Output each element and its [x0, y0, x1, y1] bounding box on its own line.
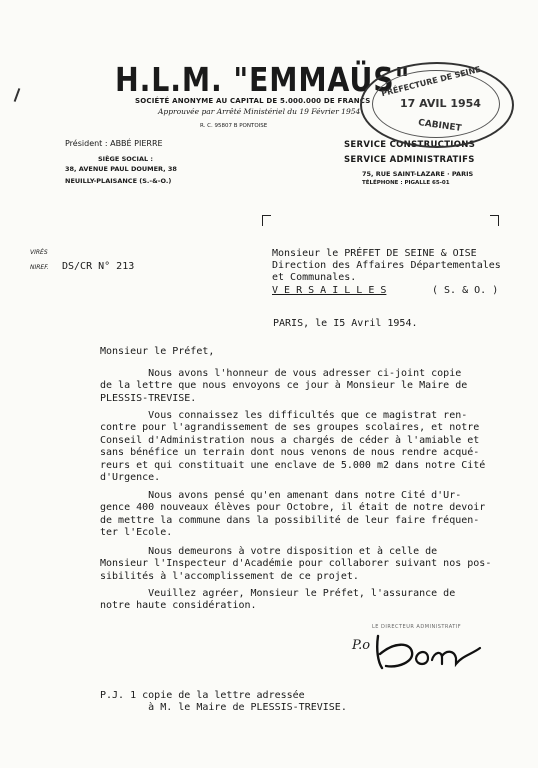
recipient-line-2: Direction des Affaires Départementales: [272, 260, 501, 271]
siege-address: 38, AVENUE PAUL DOUMER, 38: [65, 165, 177, 173]
paragraph-5: [100, 588, 455, 613]
body-line: Nous avons pensé qu'en amenant dans notre Cité d'Ur-: [100, 490, 462, 501]
siege-city: NEUILLY-PLAISANCE (S.-&-O.): [65, 177, 172, 185]
nref-label: NIREF.: [30, 264, 49, 271]
body-line: notre haute considération.: [100, 600, 257, 612]
per-order-mark: P.o: [352, 638, 371, 653]
body-line: d'Urgence.: [100, 472, 161, 484]
body-line: sans bénéfice un terrain dont nous venons de nous rendre acqué-: [100, 447, 480, 459]
enclosure-line-2: à M. le Maire de PLESSIS-TREVISE.: [100, 702, 347, 713]
body-line: de la lettre que nous envoyons ce jour à Monsieur le Maire de: [100, 380, 468, 392]
president-line: Président : ABBÉ PIERRE: [65, 139, 163, 148]
siege-label: SIÈGE SOCIAL :: [98, 155, 154, 163]
paragraph-4: [100, 546, 491, 583]
service-administratifs: SERVICE ADMINISTRATIFS: [344, 155, 475, 165]
recipient-city: V E R S A I L L E S: [272, 285, 387, 296]
handwritten-signature: [370, 628, 490, 676]
stamp-top-text: PRÉFECTURE DE SEINE: [380, 64, 482, 99]
stamp-bottom-text: CABINET: [417, 118, 463, 134]
body-line: sibilités à l'accomplissement de ce projet.: [100, 570, 359, 582]
body-line: Vous connaissez les difficultés que ce magistrat ren-: [100, 410, 468, 421]
body-line: contre pour l'agrandissement de ses groupes scolaires, et notre: [100, 422, 480, 434]
letter-date: PARIS, le I5 Avril 1954.: [273, 318, 418, 329]
body-line: ter l'Ecole.: [100, 527, 173, 539]
letterhead-title: H.L.M. "EMMAÜS": [115, 60, 411, 99]
stamp-date: 17 AVIL 1954: [400, 97, 481, 110]
signature-title-stamp: LE DIRECTEUR ADMINISTRATIF: [372, 624, 462, 630]
body-line: de mettre la commune dans la possibilité de leur faire fréquen-: [100, 514, 480, 526]
company-capital: SOCIÉTÉ ANONYME AU CAPITAL DE 5.000.000 DE FRANCS: [135, 97, 371, 105]
body-line: Nous avons l'honneur de vous adresser ci-joint copie: [100, 368, 462, 379]
registry-number: R. C. 95807 B PONTOISE: [200, 123, 268, 129]
service-constructions: SERVICE CONSTRUCTIONS: [344, 140, 476, 150]
nref-value: DS/CR N° 213: [62, 261, 135, 272]
service-address: 75, RUE SAINT-LAZARE · PARIS: [362, 170, 474, 178]
body-line: gence 400 nouveaux élèves pour Octobre, il était de notre devoir: [100, 502, 486, 514]
margin-mark: [14, 88, 21, 102]
body-line: Veuillez agréer, Monsieur le Préfet, l'assurance de: [100, 588, 456, 599]
salutation: Monsieur le Préfet,: [100, 346, 215, 357]
body-line: Conseil d'Administration nous a chargés de céder à l'amiable et: [100, 434, 480, 446]
recipient-line-3: et Communales.: [272, 272, 357, 283]
recipient-line-1: Monsieur le PRÉFET DE SEINE & OISE: [272, 248, 477, 259]
body-line: Nous demeurons à votre disposition et à celle de: [100, 546, 438, 557]
body-line: Monsieur l'Inspecteur d'Académie pour collaborer suivant nos pos-: [100, 558, 492, 570]
body-line: PLESSIS-TREVISE.: [100, 392, 197, 404]
body-line: reurs et qui constituait une enclave de 5.000 m2 dans notre Cité: [100, 459, 486, 471]
enclosure-line-1: P.J. 1 copie de la lettre adressée: [100, 690, 305, 701]
paragraph-3: [100, 490, 485, 540]
vires-label: VIRÉS: [30, 249, 48, 256]
recipient-dept: ( S. & O. ): [432, 285, 499, 296]
approval-line: Approuvée par Arrêté Ministériel du 19 Février 1954: [158, 107, 361, 116]
paragraph-2: [100, 410, 485, 484]
telephone: TÉLÉPHONE : PIGALLE 65-01: [362, 180, 450, 186]
window-corner-left: [262, 215, 271, 226]
paragraph-1: [100, 368, 467, 405]
window-corner-right: [490, 215, 499, 226]
